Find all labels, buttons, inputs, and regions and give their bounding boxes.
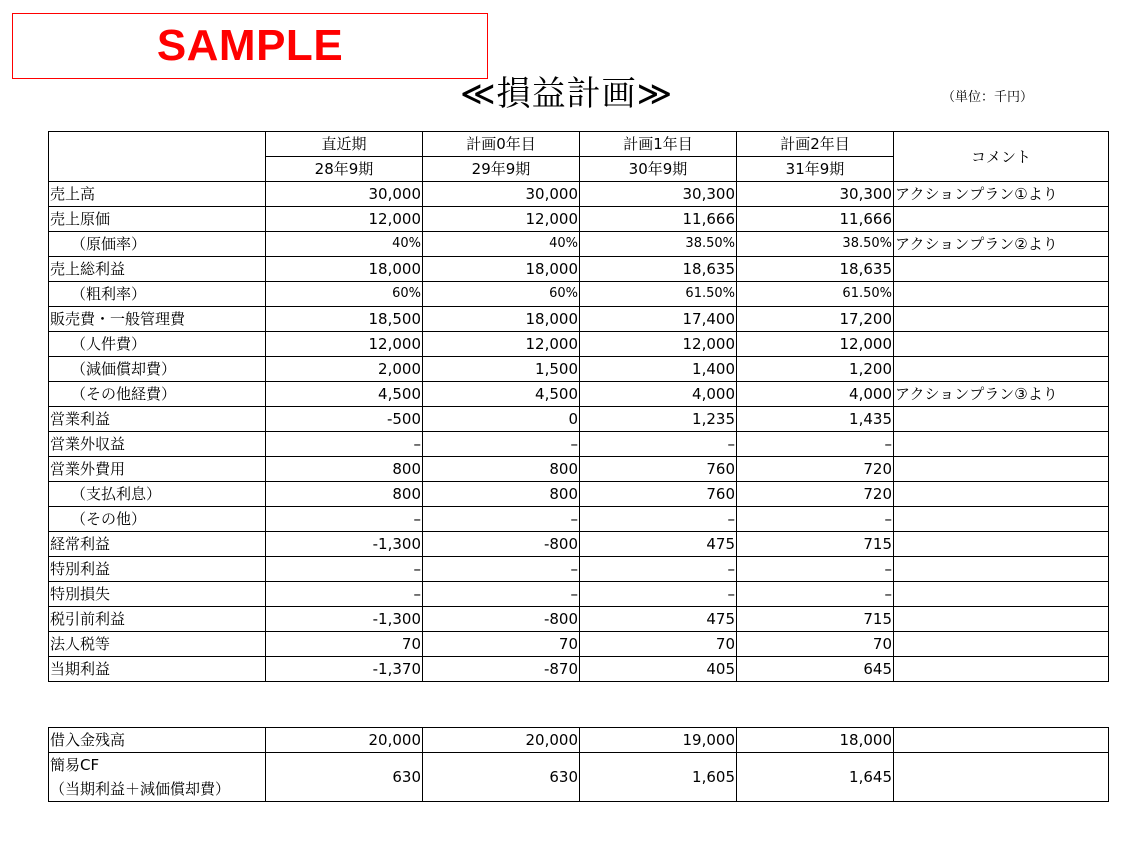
value-cell: –	[423, 507, 580, 532]
value-cell: 715	[737, 532, 894, 557]
value-cell: 38.50%	[737, 232, 894, 257]
table-row	[49, 457, 1109, 482]
table-row	[49, 482, 1109, 507]
table-row	[49, 207, 1109, 232]
value-cell: -500	[266, 407, 423, 432]
value-cell: –	[737, 507, 894, 532]
row-label: 売上原価	[49, 207, 266, 232]
value-cell: -800	[423, 532, 580, 557]
table-row	[49, 632, 1109, 657]
value-cell: 70	[423, 632, 580, 657]
row-label: 特別損失	[49, 582, 266, 607]
table-row	[49, 407, 1109, 432]
value-cell: –	[737, 582, 894, 607]
comment-cell	[894, 728, 1109, 753]
value-cell: 475	[580, 532, 737, 557]
row-label: 営業利益	[49, 407, 266, 432]
value-cell: 12,000	[266, 332, 423, 357]
table-row	[49, 557, 1109, 582]
table-row	[49, 582, 1109, 607]
value-cell: 12,000	[737, 332, 894, 357]
comment-cell	[894, 357, 1109, 382]
table-row	[49, 432, 1109, 457]
value-cell: 61.50%	[737, 282, 894, 307]
comment-cell: アクションプラン③より	[894, 382, 1109, 407]
value-cell: 2,000	[266, 357, 423, 382]
row-label: 販売費・一般管理費	[49, 307, 266, 332]
value-cell: 11,666	[737, 207, 894, 232]
comment-cell	[894, 557, 1109, 582]
header-corner-cell	[49, 132, 266, 182]
value-cell: 17,400	[580, 307, 737, 332]
value-cell: 61.50%	[580, 282, 737, 307]
table-row	[49, 657, 1109, 682]
value-cell: -870	[423, 657, 580, 682]
value-cell: –	[266, 507, 423, 532]
row-label-main: 簡易CF	[50, 756, 100, 774]
header-fiscal: 28年9期	[266, 157, 423, 182]
value-cell: –	[266, 432, 423, 457]
comment-cell: アクションプラン①より	[894, 182, 1109, 207]
value-cell: 4,500	[423, 382, 580, 407]
comment-cell	[894, 532, 1109, 557]
table-row	[49, 332, 1109, 357]
comment-cell	[894, 282, 1109, 307]
value-cell: –	[580, 557, 737, 582]
value-cell: 715	[737, 607, 894, 632]
value-cell: 18,635	[737, 257, 894, 282]
value-cell: –	[423, 432, 580, 457]
value-cell: 800	[423, 482, 580, 507]
table-row	[49, 182, 1109, 207]
header-fiscal: 30年9期	[580, 157, 737, 182]
value-cell: 12,000	[266, 207, 423, 232]
value-cell: -1,300	[266, 607, 423, 632]
table-row	[49, 357, 1109, 382]
row-label: （減価償却費）	[49, 357, 266, 382]
comment-cell	[894, 482, 1109, 507]
value-cell: 720	[737, 482, 894, 507]
value-cell: 18,000	[423, 307, 580, 332]
value-cell: 12,000	[580, 332, 737, 357]
value-cell: –	[423, 582, 580, 607]
value-cell: 1,500	[423, 357, 580, 382]
value-cell: -800	[423, 607, 580, 632]
value-cell: 720	[737, 457, 894, 482]
comment-cell	[894, 332, 1109, 357]
row-label: 税引前利益	[49, 607, 266, 632]
table-row	[49, 532, 1109, 557]
value-cell: 4,500	[266, 382, 423, 407]
profit-loss-table	[48, 131, 1109, 682]
table-row	[49, 257, 1109, 282]
comment-cell	[894, 657, 1109, 682]
header-period: 計画2年目	[737, 132, 894, 157]
row-label: 経常利益	[49, 532, 266, 557]
value-cell: 70	[580, 632, 737, 657]
table-row	[49, 232, 1109, 257]
row-label: （粗利率）	[49, 282, 266, 307]
row-label: 借入金残高	[49, 728, 266, 753]
value-cell: –	[580, 432, 737, 457]
value-cell: 70	[737, 632, 894, 657]
value-cell: -1,370	[266, 657, 423, 682]
value-cell: 20,000	[423, 728, 580, 753]
value-cell: 1,605	[580, 753, 737, 802]
page-title: ≪損益計画≫	[460, 74, 674, 114]
value-cell: 60%	[423, 282, 580, 307]
value-cell: 475	[580, 607, 737, 632]
header-period: 直近期	[266, 132, 423, 157]
value-cell: 12,000	[423, 332, 580, 357]
value-cell: 18,500	[266, 307, 423, 332]
row-label-sub: （当期利益＋減価償却費）	[50, 780, 231, 798]
value-cell: 40%	[423, 232, 580, 257]
value-cell: –	[266, 557, 423, 582]
value-cell: 760	[580, 482, 737, 507]
comment-cell	[894, 507, 1109, 532]
cash-summary-table	[48, 727, 1109, 802]
value-cell: 18,000	[423, 257, 580, 282]
value-cell: –	[737, 557, 894, 582]
comment-cell	[894, 753, 1109, 802]
value-cell: -1,300	[266, 532, 423, 557]
header-fiscal: 31年9期	[737, 157, 894, 182]
header-period: 計画1年目	[580, 132, 737, 157]
comment-cell	[894, 582, 1109, 607]
value-cell: 19,000	[580, 728, 737, 753]
table-row	[49, 728, 1109, 753]
value-cell: 4,000	[737, 382, 894, 407]
header-comment: コメント	[894, 132, 1109, 182]
value-cell: 60%	[266, 282, 423, 307]
value-cell: 11,666	[580, 207, 737, 232]
header-fiscal: 29年9期	[423, 157, 580, 182]
value-cell: 760	[580, 457, 737, 482]
comment-cell	[894, 407, 1109, 432]
sample-watermark-box	[12, 13, 488, 79]
value-cell: 30,300	[580, 182, 737, 207]
value-cell: 800	[423, 457, 580, 482]
row-label: 営業外費用	[49, 457, 266, 482]
value-cell: 30,000	[266, 182, 423, 207]
comment-cell	[894, 432, 1109, 457]
comment-cell	[894, 207, 1109, 232]
value-cell: 800	[266, 457, 423, 482]
value-cell: 12,000	[423, 207, 580, 232]
value-cell: –	[266, 582, 423, 607]
comment-cell	[894, 457, 1109, 482]
comment-cell	[894, 307, 1109, 332]
value-cell: 20,000	[266, 728, 423, 753]
table-row	[49, 282, 1109, 307]
value-cell: 18,000	[737, 728, 894, 753]
row-label: 当期利益	[49, 657, 266, 682]
table-row	[49, 607, 1109, 632]
value-cell: –	[580, 582, 737, 607]
value-cell: 1,235	[580, 407, 737, 432]
value-cell: –	[423, 557, 580, 582]
value-cell: 405	[580, 657, 737, 682]
value-cell: 17,200	[737, 307, 894, 332]
value-cell: 30,000	[423, 182, 580, 207]
table-row	[49, 507, 1109, 532]
row-label: 売上総利益	[49, 257, 266, 282]
header-row-period	[49, 132, 1109, 157]
row-label: 特別利益	[49, 557, 266, 582]
table-row	[49, 307, 1109, 332]
value-cell: 800	[266, 482, 423, 507]
row-label: （その他）	[49, 507, 266, 532]
value-cell: 1,645	[737, 753, 894, 802]
unit-label: （単位：千円）	[942, 90, 1034, 105]
value-cell: –	[580, 507, 737, 532]
value-cell: 1,200	[737, 357, 894, 382]
comment-cell	[894, 632, 1109, 657]
value-cell: 4,000	[580, 382, 737, 407]
row-label: 法人税等	[49, 632, 266, 657]
value-cell: 18,635	[580, 257, 737, 282]
table-row	[49, 753, 1109, 802]
value-cell: 70	[266, 632, 423, 657]
row-label: （人件費）	[49, 332, 266, 357]
row-label: 売上高	[49, 182, 266, 207]
value-cell: 630	[423, 753, 580, 802]
table-row	[49, 382, 1109, 407]
sample-watermark-text: SAMPLE	[156, 21, 344, 70]
value-cell: 1,435	[737, 407, 894, 432]
value-cell: 645	[737, 657, 894, 682]
value-cell: 630	[266, 753, 423, 802]
row-label: （支払利息）	[49, 482, 266, 507]
comment-cell	[894, 607, 1109, 632]
value-cell: –	[737, 432, 894, 457]
comment-cell: アクションプラン②より	[894, 232, 1109, 257]
value-cell: 1,400	[580, 357, 737, 382]
row-label: （その他経費）	[49, 382, 266, 407]
value-cell: 18,000	[266, 257, 423, 282]
row-label: （原価率）	[49, 232, 266, 257]
value-cell: 30,300	[737, 182, 894, 207]
header-period: 計画0年目	[423, 132, 580, 157]
row-label: 営業外収益	[49, 432, 266, 457]
row-label	[49, 753, 266, 802]
value-cell: 0	[423, 407, 580, 432]
value-cell: 40%	[266, 232, 423, 257]
value-cell: 38.50%	[580, 232, 737, 257]
comment-cell	[894, 257, 1109, 282]
